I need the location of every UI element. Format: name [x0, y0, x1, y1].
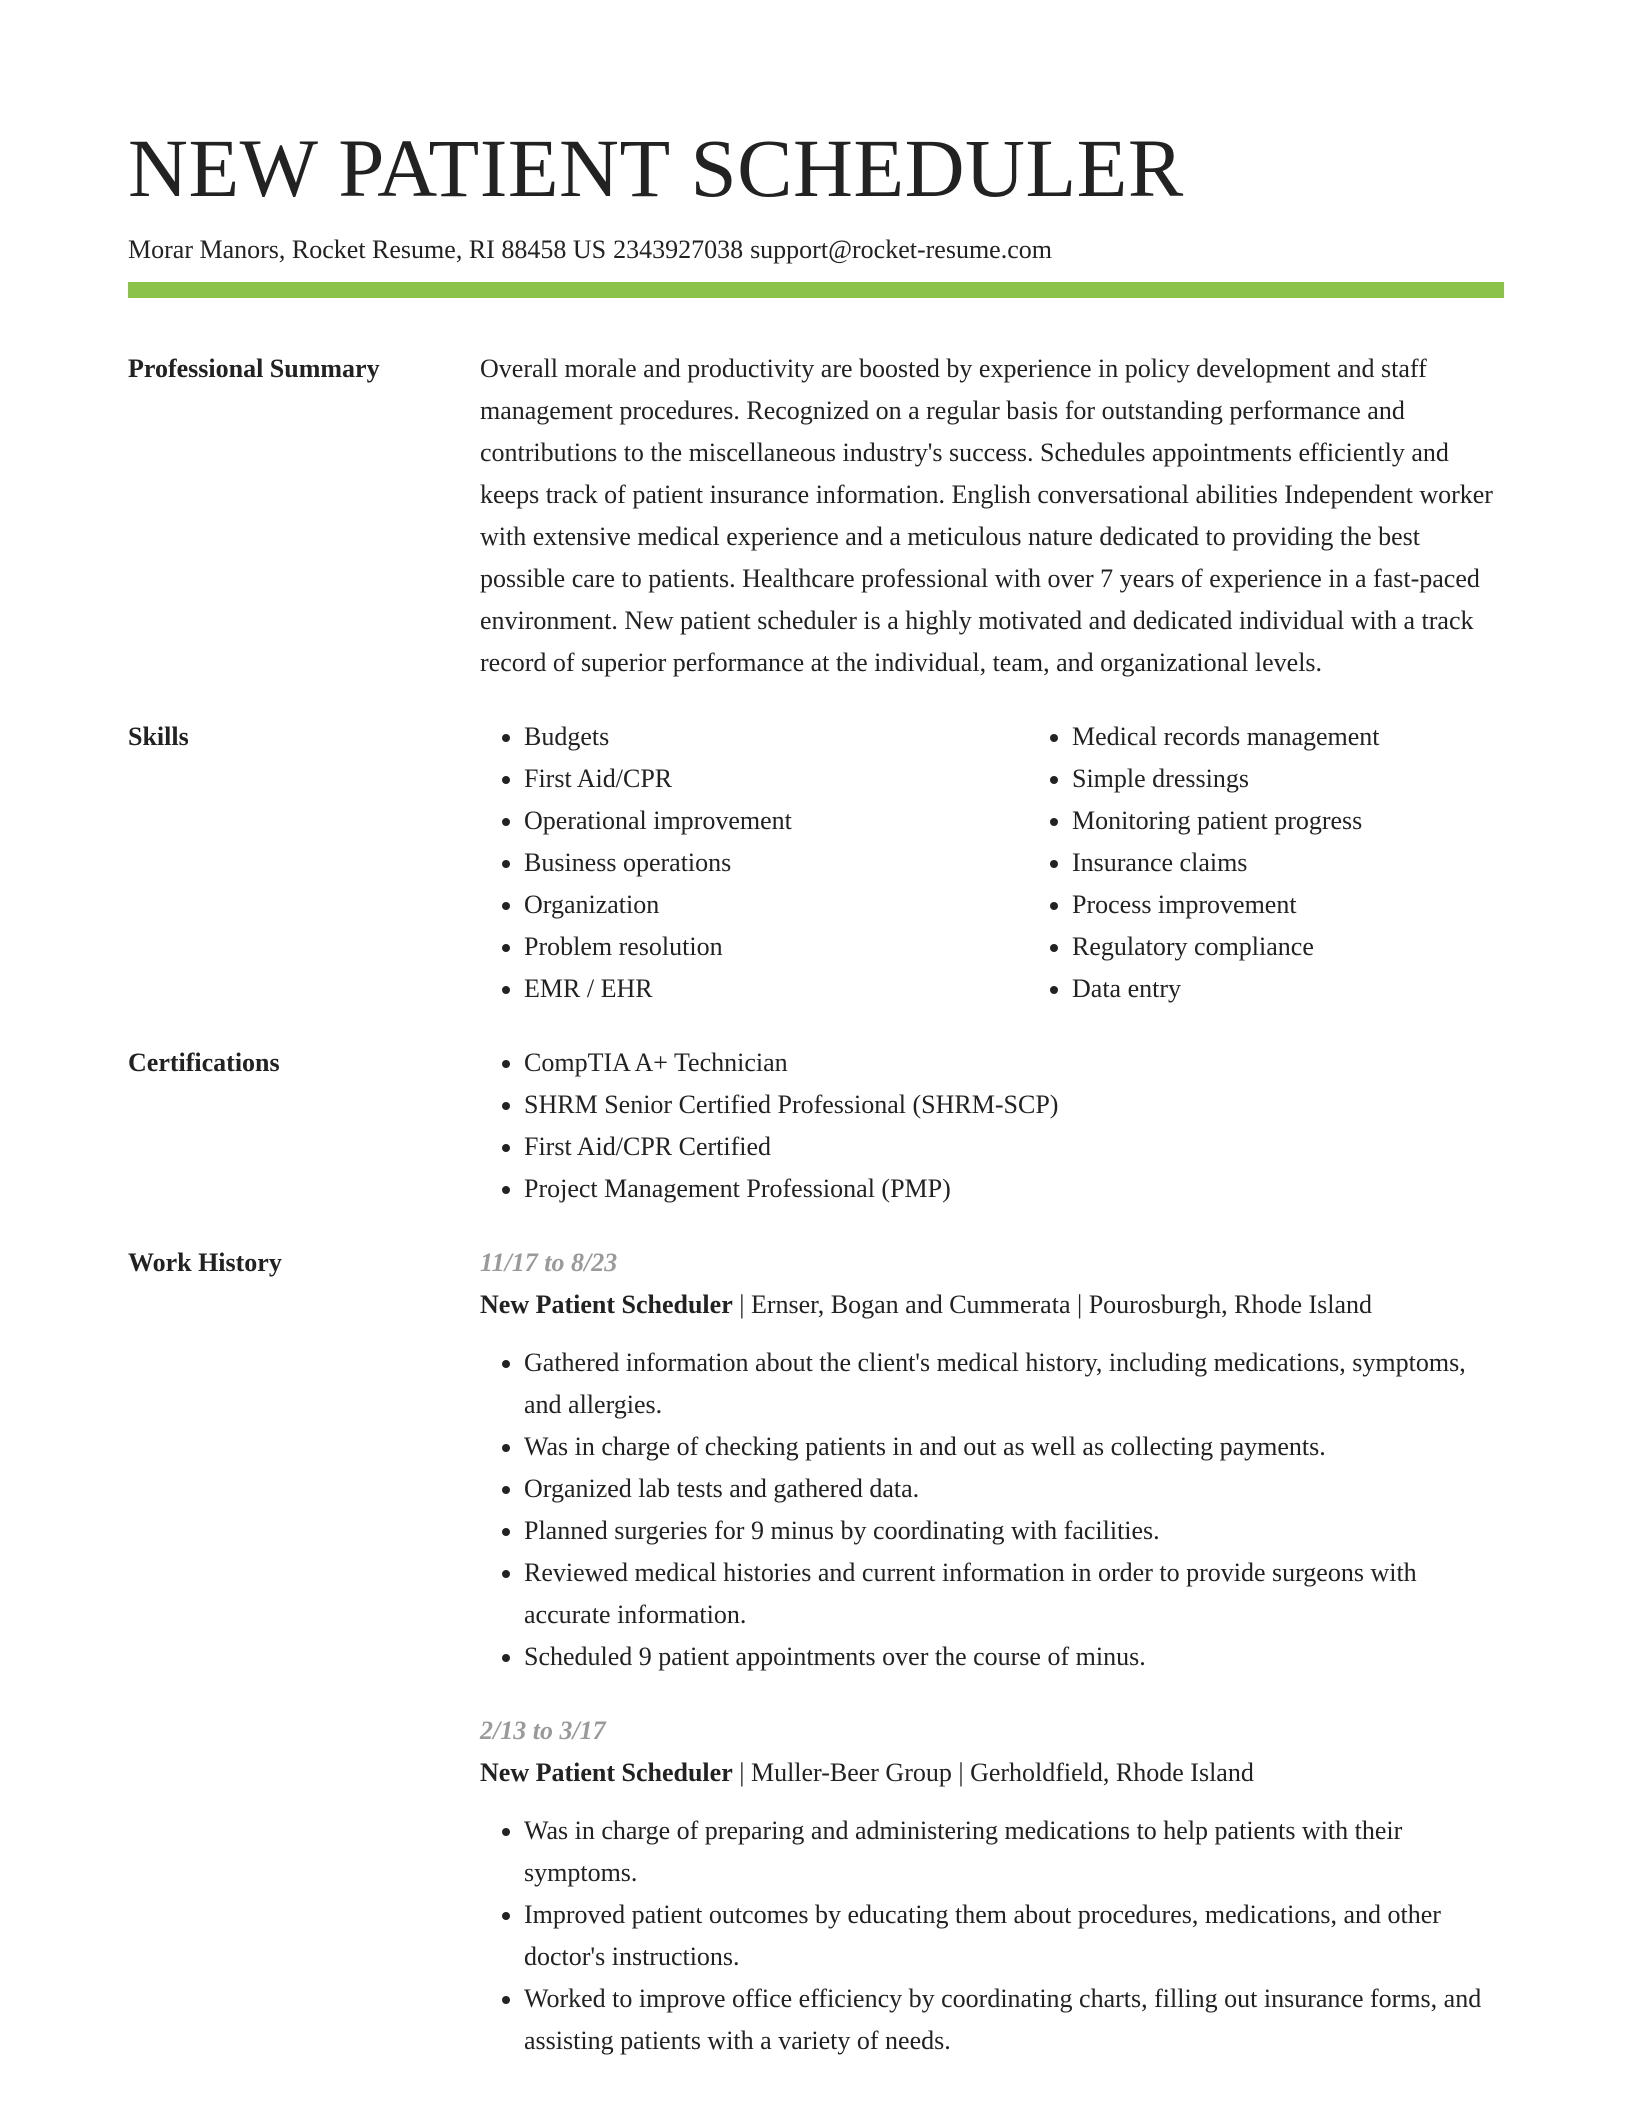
job-heading	[480, 1284, 1504, 1326]
skill-item: • EMR / EHR	[524, 968, 1028, 1010]
certification-item: • SHRM Senior Certified Professional (SHRM-SCP)	[524, 1084, 1504, 1126]
skill-item: • Operational improvement	[524, 800, 1028, 842]
job-dates: 11/17 to 8/23	[480, 1248, 618, 1277]
certifications-section	[128, 1042, 1504, 1210]
skills-list-right	[1028, 716, 1576, 1010]
certification-item: • Project Management Professional (PMP)	[524, 1168, 1504, 1210]
skill-item: • Problem resolution	[524, 926, 1028, 968]
skill-item: • Medical records management	[1072, 716, 1576, 758]
work-history-section	[128, 1242, 1504, 2062]
skill-item: • Simple dressings	[1072, 758, 1576, 800]
job-bullet: • Was in charge of preparing and administering medications to help patients with their symptoms.	[524, 1810, 1504, 1894]
skills-section	[128, 716, 1504, 1010]
job-bullets	[480, 1342, 1504, 1678]
skill-item: • Business operations	[524, 842, 1028, 884]
certifications-title: Certifications	[128, 1048, 280, 1077]
skills-title: Skills	[128, 722, 189, 751]
skill-item: • Process improvement	[1072, 884, 1576, 926]
skill-item: • Data entry	[1072, 968, 1576, 1010]
job-heading	[480, 1752, 1504, 1794]
skill-item: • Budgets	[524, 716, 1028, 758]
summary-text: Overall morale and productivity are boosted by experience in policy development and staff management procedures. Recognized on a regular basis for outstanding performance and contributions to the miscellaneous industry's success. Schedules appointments efficiently and keeps track of patient insurance information. English conversational abilities Independent worker with extensive medical experience and a meticulous nature dedicated to providing the best possible care to patients. Healthcare professional with over 7 years of experience in a fast-paced environment. New patient scheduler is a highly motivated and dedicated individual with a track record of superior performance at the individual, team, and organizational levels.	[480, 354, 1493, 677]
summary-body	[480, 348, 1504, 684]
contact-line	[128, 232, 1504, 268]
job-bullet: • Planned surgeries for 9 minus by coordinating with facilities.	[524, 1510, 1504, 1552]
work-history-title: Work History	[128, 1248, 282, 1277]
job-dates: 2/13 to 3/17	[480, 1716, 606, 1745]
job-title: New Patient Scheduler	[480, 1290, 733, 1319]
skills-list-left	[480, 716, 1028, 1010]
job-bullet: • Scheduled 9 patient appointments over the course of minus.	[524, 1636, 1504, 1678]
job-details: | Muller-Beer Group | Gerholdfield, Rhode Island	[732, 1758, 1254, 1787]
job-bullet: • Organized lab tests and gathered data.	[524, 1468, 1504, 1510]
skill-item: • Monitoring patient progress	[1072, 800, 1576, 842]
job-bullet: • Improved patient outcomes by educating them about procedures, medications, and other doctor's instructions.	[524, 1894, 1504, 1978]
certification-item: • First Aid/CPR Certified	[524, 1126, 1504, 1168]
job-bullet: • Gathered information about the client's medical history, including medications, symptoms, and allergies.	[524, 1342, 1504, 1426]
job-title: New Patient Scheduler	[480, 1758, 733, 1787]
skills-body	[480, 716, 1576, 1010]
job-bullet: • Worked to improve office efficiency by coordinating charts, filling out insurance forms, and assisting patients with a variety of needs.	[524, 1978, 1504, 2062]
job-bullets	[480, 1810, 1504, 2062]
resume-page	[128, 118, 1504, 2062]
certifications-body	[480, 1042, 1504, 1210]
certifications-list	[480, 1042, 1504, 1210]
job-bullet: • Reviewed medical histories and current information in order to provide surgeons with accurate information.	[524, 1552, 1504, 1636]
skill-item: • Insurance claims	[1072, 842, 1576, 884]
job-bullet: • Was in charge of checking patients in and out as well as collecting payments.	[524, 1426, 1504, 1468]
contact-email: support@rocket-resume.com	[750, 235, 1052, 264]
summary-title: Professional Summary	[128, 354, 380, 383]
skill-item: • First Aid/CPR	[524, 758, 1028, 800]
skills-grid	[480, 716, 1576, 1010]
certification-item: • CompTIA A+ Technician	[524, 1042, 1504, 1084]
contact-phone: 2343927038	[613, 235, 744, 264]
work-history-body	[480, 1242, 1504, 2062]
resume-name-heading: NEW PATIENT SCHEDULER	[128, 122, 1184, 214]
skill-item: • Regulatory compliance	[1072, 926, 1576, 968]
job-entry	[480, 1242, 1504, 1678]
job-entry	[480, 1710, 1504, 2062]
contact-address: Morar Manors, Rocket Resume, RI 88458 US	[128, 235, 607, 264]
skill-item: • Organization	[524, 884, 1028, 926]
header-divider	[128, 282, 1504, 298]
job-details: | Ernser, Bogan and Cummerata | Pourosburgh, Rhode Island	[732, 1290, 1373, 1319]
summary-section	[128, 348, 1504, 684]
